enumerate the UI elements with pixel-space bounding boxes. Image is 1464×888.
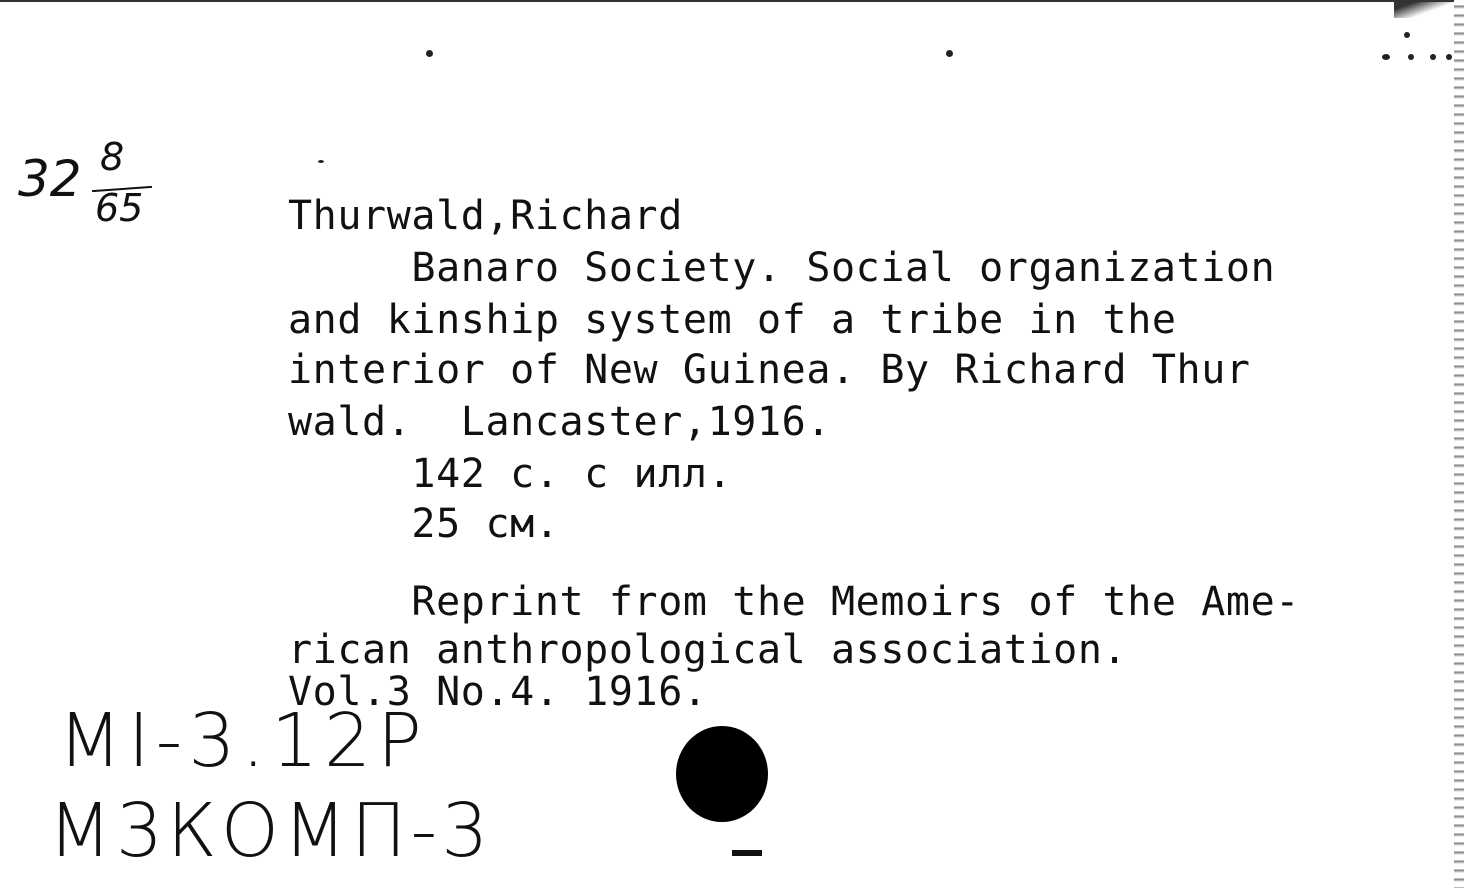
scan-speck (318, 160, 324, 163)
note-line: rican anthropological association. (288, 627, 1128, 673)
card-right-edge (1454, 0, 1464, 888)
pagination-line: 142 c. c илл. (288, 451, 733, 497)
title-line: interior of New Guinea. By Richard Thur (288, 347, 1251, 393)
scan-speck (1382, 54, 1390, 60)
title-line: Banaro Society. Social organization (288, 245, 1276, 291)
scan-speck (1430, 54, 1436, 60)
title-line: and kinship system of a tribe in the (288, 297, 1177, 343)
handwritten-shelf-mark-1: МI-3.12Р (58, 698, 428, 784)
card-corner-mark (1394, 2, 1454, 18)
call-number-numerator: 8 (100, 135, 125, 179)
note-line: Reprint from the Memoirs of the Ame- (288, 579, 1300, 625)
call-number-main: 32 (18, 150, 82, 208)
scan-speck (1446, 54, 1452, 60)
author-heading: Thurwald,Richard (288, 193, 683, 239)
scan-speck (426, 50, 433, 57)
scan-speck (1408, 54, 1414, 60)
punch-hole-shadow (732, 850, 762, 856)
handwritten-shelf-mark-2: М3КОМП-3 (48, 788, 493, 874)
card-top-edge (0, 0, 1464, 2)
scan-speck (946, 50, 953, 57)
size-line: 25 см. (288, 501, 560, 547)
imprint-line: wald. Lancaster,1916. (288, 399, 832, 445)
call-number-denominator: 65 (95, 186, 144, 230)
note-line: Vol.3 No.4. 1916. (288, 669, 708, 715)
scan-speck (1404, 32, 1410, 38)
card-punch-hole (676, 726, 768, 822)
